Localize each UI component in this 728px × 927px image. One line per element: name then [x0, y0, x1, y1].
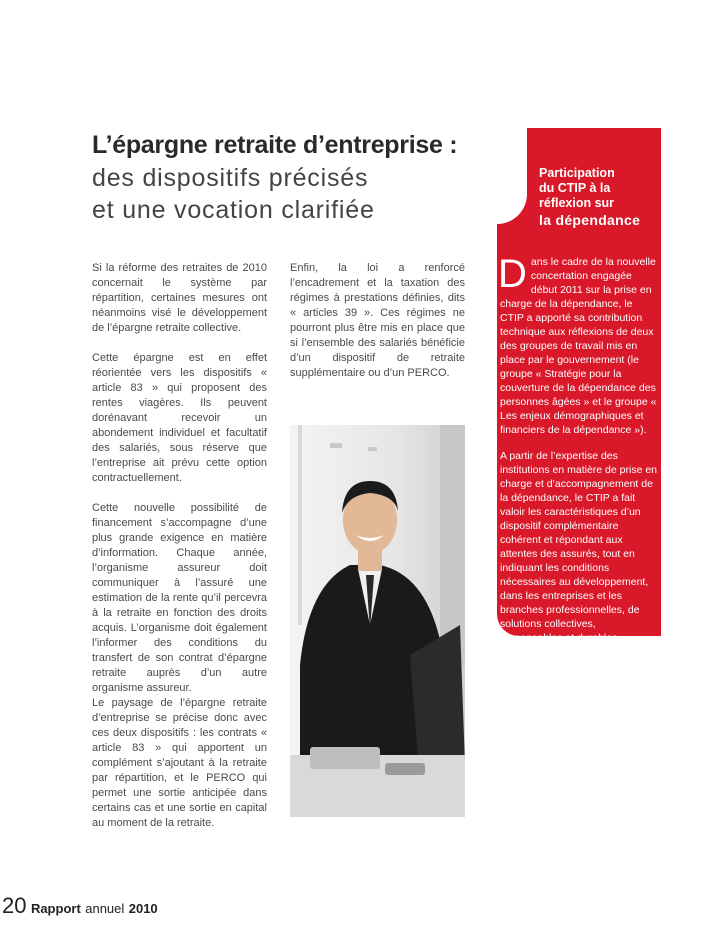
title-line-2: des dispositifs précisés [92, 164, 369, 192]
sidebar-tab-shape [497, 128, 527, 224]
sidebar-paragraph-text: ans le cadre de la nouvelle concertation engagée début 2011 sur la prise en charge de la dépendance, le CTIP a apporté sa contribution technique aux réflexions de deux des groupes de travail mis en place par le gouvernement (le groupe « Stratégie pour la couverture de la dépendance des personnes âgées » et le groupe « Les enjeux démographiques et financiers de la dépendance »). [500, 256, 657, 436]
sidebar-paragraph [498, 252, 657, 437]
page-footer [2, 893, 158, 919]
title-line-1: L’épargne retraite d’entreprise : [92, 131, 458, 159]
footer-word-annuel: annuel [85, 901, 125, 916]
sidebar-heading-line: du CTIP à la [539, 181, 611, 195]
paragraph: Le paysage de l’épargne retraite d’entreprise se précise donc avec ces deux dispositifs : les contrats « article 83 » qui apportent un complément s’ajoutant à la retraite par répartition, et le PERCO qui permet une sortie anticipée dans certains cas et une sortie en capital au moment de la retraite. [92, 697, 267, 829]
sidebar-heading [539, 166, 659, 229]
sidebar-body [498, 252, 658, 657]
sidebar-paragraph: A partir de l’expertise des institutions en matière de prise en charge et d’accompagnement de la dépendance, le CTIP a fait valoir les caractéristiques d’un dispositif complémentaire cohérent et répondant aux attentes des assurés, tout en indiquant les conditions nécessaires au développement, dans les entreprises et les branches professionnelles, de solutions collectives, responsables et durables. [500, 450, 658, 644]
text-column-middle [290, 261, 465, 396]
sidebar-heading-emphasis: la dépendance [539, 212, 641, 228]
paragraph: Si la réforme des retraites de 2010 concernait le système par répartition, certaines mesures ont néanmoins visé le développement de l’épargne retraite collective. [92, 262, 267, 334]
sidebar-box [497, 128, 661, 644]
title-line-3: et une vocation clarifiée [92, 196, 375, 224]
photo-illustration [290, 425, 465, 817]
paragraph: Cette épargne est en effet réorientée vers les dispositifs « article 83 » qui proposent des rentes viagères. Ils peuvent dorénavant recevoir un abondement individuel et facultatif des salariés, sous réserve que l’entreprise ait prévu cette option contractuellement. [92, 352, 267, 484]
drop-cap: D [498, 252, 527, 296]
footer-word-rapport: Rapport [30, 901, 81, 916]
text-column-left [92, 261, 267, 846]
footer-year: 2010 [128, 901, 158, 916]
paragraph: Enfin, la loi a renforcé l’encadrement et la taxation des régimes à prestations définies, dits « articles 39 ». Ces régimes ne pourront plus être mis en place que si l’ensemble des salariés bénéficie d’un dispositif de retraite supplémentaire ou d’un PERCO. [290, 262, 465, 379]
office-photo [290, 425, 465, 817]
paragraph: Cette nouvelle possibilité de financement s’accompagne d’une plus grande exigence en matière d’information. Chaque année, l’organisme assureur doit communiquer à l’assuré une estimation de la rente qu’il percevra à la retraite en fonction des droits acquis. L’organisme doit également l’informer des conditions du transfert de son contrat d’épargne retraite auprès d’un autre organisme assureur. [92, 502, 267, 694]
article-title [92, 128, 492, 226]
page-number: 20 [2, 893, 27, 918]
sidebar-heading-line: Participation [539, 166, 615, 180]
sidebar-heading-line: réflexion sur [539, 196, 615, 210]
